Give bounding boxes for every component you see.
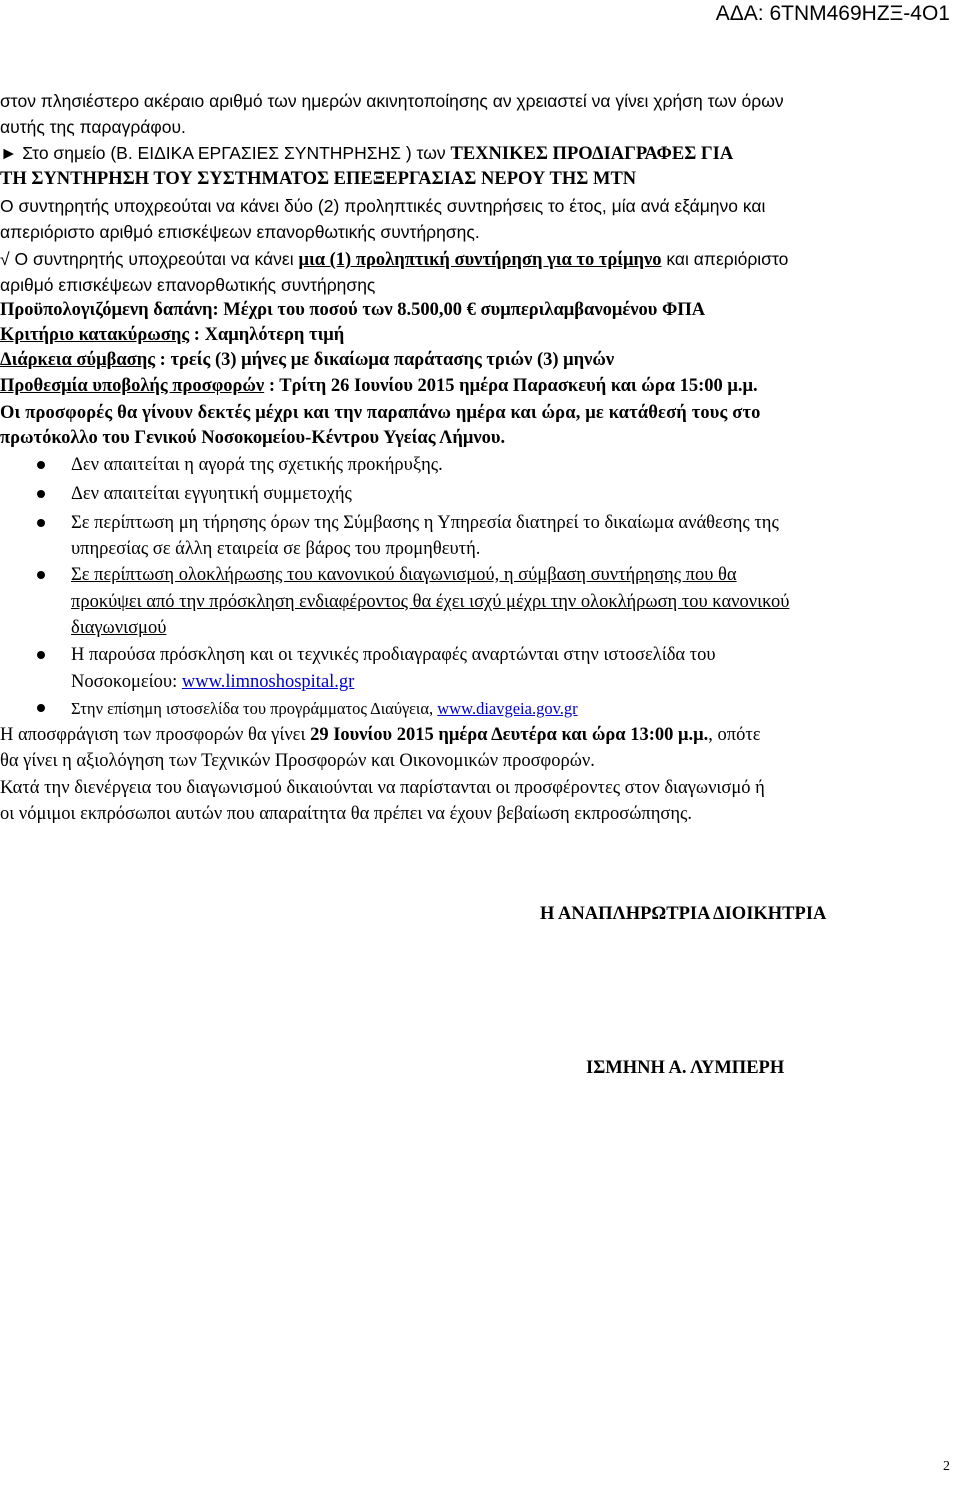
contract-duration-line	[0, 347, 614, 373]
list-item: Η παρούσα πρόσκληση και οι τεχνικές προδιαγραφές αναρτώνται στην ιστοσελίδα του	[71, 645, 716, 665]
paragraph-line: οι νόμιμοι εκπρόσωποι αυτών που απαραίτητα θα πρέπει να έχουν βεβαίωση εκπροσώπησης.	[0, 804, 692, 824]
list-item	[71, 696, 578, 722]
award-criterion-line	[0, 322, 344, 348]
submission-deadline-line	[0, 373, 758, 399]
bullet-icon	[37, 519, 45, 527]
list-item: Σε περίπτωση μη τήρησης όρων της Σύμβασης η Υπηρεσία διατηρεί το δικαίωμα ανάθεσης της	[71, 513, 779, 533]
diavgeia-label: Στην επίσημη ιστοσελίδα του προγράμματος Διαύγεια,	[71, 699, 438, 718]
submission-deadline-value: : Τρίτη 26 Ιουνίου 2015 ημέρα Παρασκευή και ώρα 15:00 μ.μ.	[264, 376, 758, 396]
bullet-icon	[37, 571, 45, 579]
paragraph-line: στον πλησιέστερο ακέραιο αριθμό των ημερών ακινητοποίησης αν χρειαστεί να γίνει χρήση των όρων	[0, 91, 784, 111]
paragraph-line: αριθμό επισκέψεων επανορθωτικής συντήρησης	[0, 275, 376, 295]
requirement-emphasis: μια (1) προληπτική συντήρηση για το τρίμηνο	[298, 250, 662, 270]
signatory-title: Η ΑΝΑΠΛΗΡΩΤΡΙΑ ΔΙΟΙΚΗΤΡΙΑ	[540, 904, 827, 924]
submission-deadline-label: Προθεσμία υποβολής προσφορών	[0, 376, 265, 396]
section-reference-line	[0, 140, 733, 167]
signatory-name: ΙΣΜΗΝΗ Α. ΛΥΜΠΕΡΗ	[586, 1058, 785, 1078]
paragraph-line: θα γίνει η αξιολόγηση των Τεχνικών Προσφορών και Οικονομικών προσφορών.	[0, 751, 595, 771]
paragraph-line: αυτής της παραγράφου.	[0, 117, 186, 137]
requirement-text: Ο συντηρητής υποχρεούται να κάνει	[9, 249, 299, 269]
hospital-label: Νοσοκομείου:	[71, 672, 182, 692]
bullet-icon	[37, 651, 45, 659]
paragraph-line: Κατά την διενέργεια του διαγωνισμού δικαιούνται να παρίστανται οι προσφέροντες στον διαγωνισμό ή	[0, 778, 765, 798]
paragraph-line: Ο συντηρητής υποχρεούται να κάνει δύο (2) προληπτικές συντηρήσεις το έτος, μία ανά εξάμηνο και	[0, 196, 766, 216]
page-number: 2	[943, 1459, 950, 1474]
award-criterion-label: Κριτήριο κατακύρωσης	[0, 325, 190, 345]
section-heading: ΤΕΧΝΙΚΕΣ ΠΡΟΔΙΑΓΡΑΦΕΣ ΓΙΑ	[450, 144, 734, 164]
list-item: Σε περίπτωση ολοκλήρωσης του κανονικού διαγωνισμού, η σύμβαση συντήρησης που θα	[71, 565, 737, 585]
hospital-website-link[interactable]: www.limnoshospital.gr	[181, 672, 355, 692]
ada-code: ΑΔΑ: 6ΤΝΜ469ΗΖΞ-4Ο1	[715, 2, 950, 25]
list-item-continued: διαγωνισμού	[71, 618, 167, 638]
award-criterion-value: : Χαμηλότερη τιμή	[189, 325, 345, 345]
list-item-continued: προκύψει από την πρόσκληση ενδιαφέροντος θα έχει ισχύ μέχρι την ολοκλήρωση του κανονικού	[71, 592, 790, 612]
diavgeia-website-link[interactable]: www.diavgeia.gov.gr	[437, 699, 578, 718]
list-item-continued	[71, 669, 354, 695]
opening-date-value: 29 Ιουνίου 2015 ημέρα Δευτέρα και ώρα 13:00 μ.μ.	[310, 725, 709, 745]
paragraph-line: απεριόριστο αριθμό επισκέψεων επανορθωτικής συντήρησης.	[0, 222, 480, 242]
section-heading-continued: ΤΗ ΣΥΝΤΗΡΗΣΗ ΤΟΥ ΣΥΣΤΗΜΑΤΟΣ ΕΠΕΞΕΡΓΑΣΙΑΣ ΝΕΡΟΥ ΤΗΣ ΜΤΝ	[0, 169, 637, 189]
list-item: Δεν απαιτείται η αγορά της σχετικής προκήρυξης.	[71, 455, 443, 475]
contract-duration-value: : τρείς (3) μήνες με δικαίωμα παράτασης τριών (3) μηνών	[155, 350, 615, 370]
list-item: Δεν απαιτείται εγγυητική συμμετοχής	[71, 484, 352, 504]
maintenance-requirement-line	[0, 246, 788, 273]
requirement-text-end: και απεριόριστο	[661, 249, 789, 269]
offers-acceptance-line: πρωτόκολλο του Γενικού Νοσοκομείου-Κέντρου Υγείας Λήμνου.	[0, 428, 506, 448]
list-item-continued: υπηρεσίας σε άλλη εταιρεία σε βάρος του προμηθευτή.	[71, 539, 481, 559]
offers-acceptance-line: Οι προσφορές θα γίνουν δεκτές μέχρι και την παραπάνω ημέρα και ώρα, με κατάθεσή τους στο	[0, 403, 761, 423]
opening-date-text-end: , οπότε	[708, 725, 761, 745]
bullet-icon	[37, 461, 45, 469]
contract-duration-label: Διάρκεια σύμβασης	[0, 350, 156, 370]
bullet-icon	[37, 704, 45, 712]
budget-line: Προϋπολογιζόμενη δαπάνη: Μέχρι του ποσού των 8.500,00 € συμπεριλαμβανομένου ΦΠΑ	[0, 300, 706, 320]
bullet-icon	[37, 490, 45, 498]
opening-date-line	[0, 722, 761, 748]
checkmark-icon: √	[0, 249, 10, 269]
arrow-icon: ►	[0, 143, 18, 163]
section-reference-text: Στο σημείο (Β. ΕΙΔΙΚΑ ΕΡΓΑΣΙΕΣ ΣΥΝΤΗΡΗΣΗΣ ) των	[17, 143, 451, 163]
opening-date-text: Η αποσφράγιση των προσφορών θα γίνει	[0, 725, 311, 745]
